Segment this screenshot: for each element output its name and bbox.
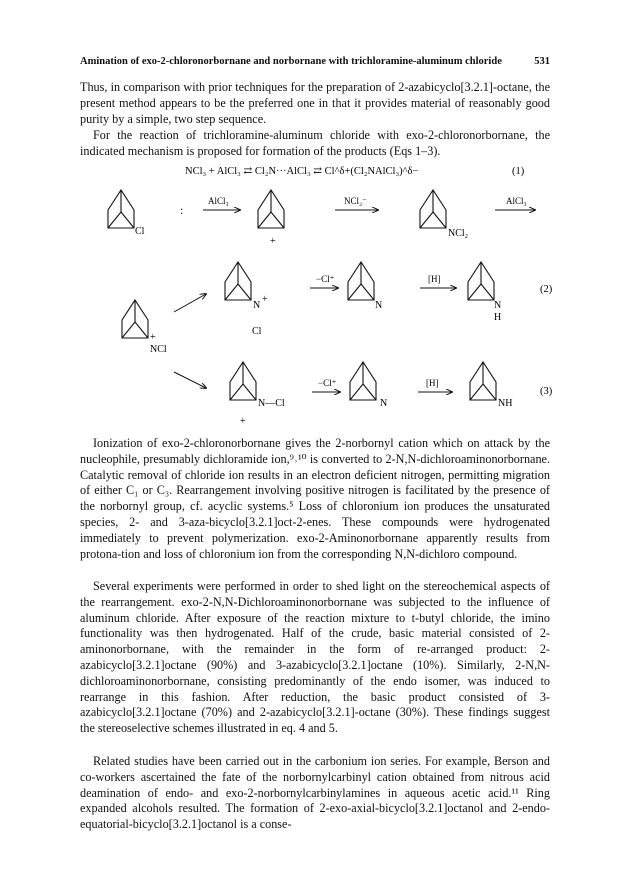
eq3-ncl: N—Cl [258, 398, 285, 409]
ncl2-label: NCl₂ [448, 228, 469, 239]
paragraph-4: Several experiments were performed in order to shed light on the stereochemical aspects of the rearrangement. exo-2-N,N-Dichloroaminonorbornane was subjected to the influence of aluminum chloride. After exposure of the reaction mixture to t-butyl chloride, the imino functionality was then hydrogenated. Half of the crude, basic material consisted of 2-aminonorbornane, with the remainder in the form of re-arranged product: 2-azabicyclo[3.2.1]octane (90%) and 3-azabicyclo[3.2.1]octane (10%). Similarly, 2-N,N-dichloroaminonorbornane, consisting predominantly of the endo isomer, was induced to rearrange in this fashion. After reduction, the basic product consisted of 3-azabicyclo[3.2.1]octane (70%) and 2-azabicyclo[3.2.1]-octane (30%). These findings suggest the stereoselective schemes illustrated in eq. 4 and 5. [80, 579, 550, 736]
paragraph-2: For the reaction of trichloramine-aluminum chloride with exo-2-chloronorbornane, the indicated mechanism is proposed for formation of the products (Eqs 1–3). [80, 128, 550, 158]
reagent-minus-cl-2: −Cl⁺ [318, 378, 337, 388]
paragraph-5: Related studies have been carried out in the carbonium ion series. For example, Berson and co-workers ascertained the fate of the norbornylcarbinyl cation obtained from nitrous acid deamination of endo- and exo-2-norbornylcarbinylamines in aqueous acetic acid.¹¹ Ring expanded alcohols resulted. The formation of 2-exo-axial-bicyclo[3.2.1]octanol and 2-endo-equatorial-bicyclo[3.2.1]octanol is a conse- [80, 754, 550, 832]
azabicyclooctene-2-structure [348, 262, 374, 300]
dichloroamino-norbornane-structure [420, 190, 446, 228]
eq2-h: H [494, 312, 502, 323]
ncl-plus: + [150, 332, 156, 343]
chloronitrenium-structure [122, 300, 148, 338]
eq2-plus: + [262, 294, 268, 305]
eq2-n3: N [494, 300, 502, 311]
paragraph-1: Thus, in comparison with prior techniques for the preparation of 2-azabicyclo[3.2.1]-octane, the present method appears to be the preferred one in that it provides material of reasonably good purity by a simple, two step sequence. [80, 80, 550, 126]
chloro-label: Cl [135, 226, 145, 237]
reaction-scheme [0, 162, 624, 432]
eq3-plus: + [240, 416, 246, 427]
azoniabicyclo-3-structure [230, 362, 256, 400]
ncl-label: NCl [150, 344, 167, 355]
azabicyclooctene-3-structure [350, 362, 376, 400]
reagent-alcl3: AlCl₃ [208, 196, 229, 206]
exo-chloronorbornane-structure [108, 190, 134, 228]
equation-1-number: (1) [512, 166, 525, 177]
eq2-n1: N [253, 300, 261, 311]
running-header [80, 56, 550, 67]
arrow-up [174, 294, 206, 312]
reagent-minus-cl-1: −Cl⁺ [316, 274, 335, 284]
equation-2-number: (2) [540, 284, 553, 295]
paragraph-3: Ionization of exo-2-chloronorbornane gives the 2-norbornyl cation which on attack by the nucleophile, presumably dichloramide ion,⁹˒¹⁰ is converted to 2-N,N-dichloroaminonorbornane. Catalytic removal of chloride ion results in an electron deficient nitrogen, permitting migration of either C₁ or C₃. Rearrangement involving positive nitrogen is facilitated by the presence of the norbornyl group, cf. acyclic systems.⁵ Loss of chloronium ion produces the unsaturated species, 2- and 3-aza-bicyclo[3.2.1]oct-2-enes. These compounds were hydrogenated immediately to prevent polymerization. exo-2-Aminonorbornane apparently results from protona-tion and loss of chloronium ion from the corresponding N,N-dichloro compound. [80, 436, 550, 561]
azabicyclooctane-2-structure [468, 262, 494, 300]
equation-3-number: (3) [540, 386, 553, 397]
reagent-h-1: [H] [428, 274, 441, 284]
separator-colon: : [180, 203, 184, 217]
reagent-alcl3-2: AlCl₃ [506, 196, 527, 206]
arrow-down [174, 372, 206, 388]
reagent-h-2: [H] [426, 378, 439, 388]
cation-plus: + [270, 236, 276, 247]
eq3-nh: NH [498, 398, 513, 409]
reagent-ncl2: NCl₂⁻ [344, 196, 367, 206]
azoniabicyclo-2-structure [225, 262, 251, 300]
eq2-n2: N [375, 300, 383, 311]
azabicyclooctane-3-structure [470, 362, 496, 400]
eq2-cl: Cl [252, 326, 262, 337]
equation-1: NCl₃ + AlCl₃ ⇄ Cl₂N···AlCl₃ ⇄ Cl^δ+(Cl₂NAlCl₃)^δ− [185, 166, 419, 177]
page-number: 531 [534, 56, 550, 67]
header-title: Amination of exo-2-chloronorbornane and norbornane with trichloramine-aluminum chloride [80, 56, 502, 67]
norbornyl-cation-structure [258, 190, 284, 228]
eq3-n: N [380, 398, 388, 409]
